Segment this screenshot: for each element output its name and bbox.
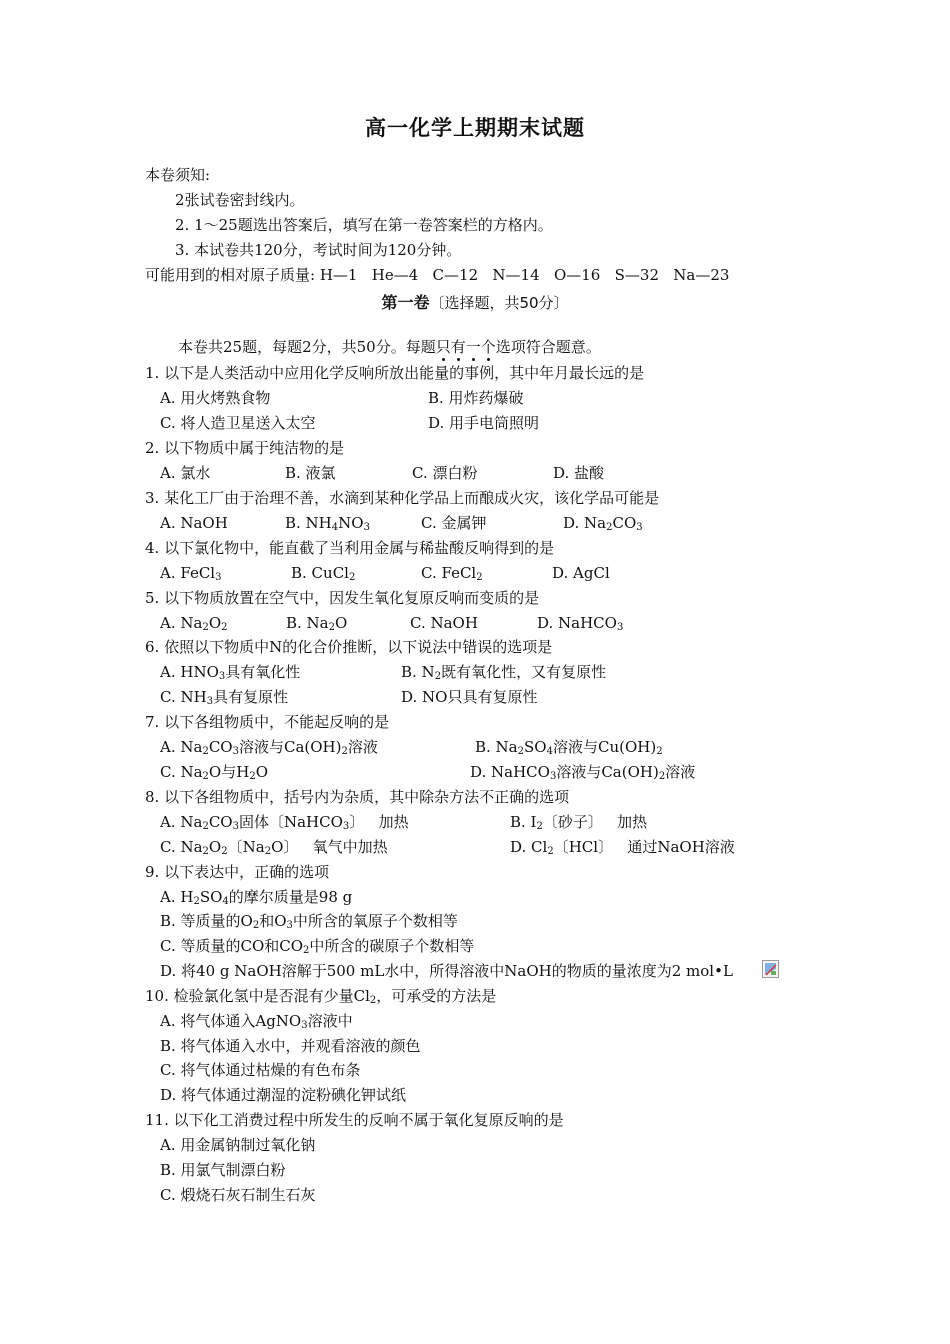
notice-item: 2张试卷密封线内。 bbox=[175, 191, 305, 209]
option: C. $Na_2O_2$〔$Na_2O$〕 氧气中加热 bbox=[160, 838, 388, 857]
option: D. 将40 g NaOH溶解于500 mL水中，所得溶液中NaOH的物质的量浓度为2 mol•L bbox=[160, 962, 733, 980]
option: C. 等质量的CO和$CO_2$中所含的碳原子个数相等 bbox=[160, 937, 475, 956]
option: B. 用氯气制漂白粉 bbox=[160, 1161, 286, 1179]
option: B. 用炸药爆破 bbox=[428, 389, 524, 407]
option: B. $Na_2SO_4$溶液与$Cu(OH)_2$ bbox=[475, 738, 663, 757]
option: D. 用手电筒照明 bbox=[428, 414, 540, 432]
section-title: 第一卷 bbox=[381, 293, 430, 312]
option: B. $NH_4NO_3$ bbox=[285, 514, 370, 533]
instruction-text: 本卷共25题，每题2分，共50分。每题 bbox=[178, 338, 436, 356]
option: D. AgCl bbox=[552, 564, 610, 582]
question-stem: 1. 以下是人类活动中应用化学反响所放出能量的事例，其中年月最长远的是 bbox=[145, 364, 645, 382]
question-stem: 3. 某化工厂由于治理不善，水滴到某种化学品上而酿成火灾，该化学品可能是 bbox=[145, 489, 660, 507]
section-instruction bbox=[178, 337, 601, 357]
option: D. 将气体通过潮湿的淀粉碘化钾试纸 bbox=[160, 1086, 407, 1104]
notice-item: 3. 本试卷共120分，考试时间为120分钟。 bbox=[175, 241, 462, 259]
option: C. $Na_2O$与$H_2O$ bbox=[160, 763, 268, 782]
option: A. 将气体通入AgNO$_3$溶液中 bbox=[160, 1012, 353, 1031]
option: A. FeCl$_3$ bbox=[160, 564, 222, 583]
option: A. 用火烤熟食物 bbox=[160, 389, 271, 407]
option: C. FeCl$_2$ bbox=[421, 564, 483, 583]
option: C. 将气体通过枯燥的有色布条 bbox=[160, 1061, 361, 1079]
option: C. 煅烧石灰石制生石灰 bbox=[160, 1186, 316, 1204]
notice-item: 2. 1～25题选出答案后，填写在第一卷答案栏的方格内。 bbox=[175, 216, 553, 234]
question-stem: 10. 检验氯化氢中是否混有少量$Cl_2$，可承受的方法是 bbox=[145, 987, 497, 1006]
question-stem: 8. 以下各组物质中，括号内为杂质，其中除杂方法不正确的选项 bbox=[145, 788, 570, 806]
emph-char: 有 bbox=[451, 338, 466, 356]
question-stem: 5. 以下物质放置在空气中，因发生氧化复原反响而变质的是 bbox=[145, 589, 540, 607]
emph-char: 个 bbox=[481, 338, 496, 356]
broken-image-icon bbox=[762, 960, 779, 978]
option: A. 氯水 bbox=[160, 464, 211, 482]
option: D. 盐酸 bbox=[553, 464, 605, 482]
option: A. $Na_2CO_3$固体〔NaHCO$_3$〕 加热 bbox=[160, 813, 409, 832]
option: C. $NH_3$具有复原性 bbox=[160, 688, 289, 707]
option: C. NaOH bbox=[410, 614, 478, 632]
option: B. 将气体通入水中，并观看溶液的颜色 bbox=[160, 1037, 421, 1055]
option: A. NaOH bbox=[160, 514, 228, 532]
option: D. NO只具有复原性 bbox=[401, 688, 538, 706]
question-stem: 11. 以下化工消费过程中所发生的反响不属于氧化复原反响的是 bbox=[145, 1111, 564, 1129]
instruction-text: 选项符合题意。 bbox=[495, 338, 601, 356]
option: B. CuCl$_2$ bbox=[291, 564, 356, 583]
option: A. 用金属钠制过氧化钠 bbox=[160, 1136, 316, 1154]
option: C. 将人造卫星送入太空 bbox=[160, 414, 316, 432]
option: A. $HNO_3$具有氧化性 bbox=[160, 663, 301, 682]
option: A. $Na_2CO_3$溶液与$Ca(OH)_2$溶液 bbox=[160, 738, 378, 757]
option: B. $Na_2O$ bbox=[286, 614, 348, 633]
option: B. $N_2$既有氧化性，又有复原性 bbox=[401, 663, 607, 682]
question-stem: 7. 以下各组物质中，不能起反响的是 bbox=[145, 713, 390, 731]
question-stem: 2. 以下物质中属于纯洁物的是 bbox=[145, 439, 345, 457]
option: B. $I_2$〔砂子〕 加热 bbox=[510, 813, 648, 832]
section-heading bbox=[0, 290, 950, 313]
emph-char: 一 bbox=[466, 338, 481, 356]
option: B. 等质量的$O_2$和$O_3$中所含的氧原子个数相等 bbox=[160, 912, 458, 931]
option: D. $Cl_2$〔HCl〕 通过NaOH溶液 bbox=[510, 838, 735, 857]
atomic-masses: 可能用到的相对原子质量: H—1 He—4 C—12 N—14 O—16 S—32 Na—23 bbox=[145, 266, 730, 284]
question-stem: 9. 以下表达中，正确的选项 bbox=[145, 863, 330, 881]
section-subtitle: 〔选择题，共50分〕 bbox=[429, 294, 569, 312]
option: A. $Na_2O_2$ bbox=[160, 614, 228, 633]
option: A. $H_2SO_4$的摩尔质量是98 g bbox=[160, 888, 353, 907]
question-stem: 4. 以下氯化物中，能直截了当利用金属与稀盐酸反响得到的是 bbox=[145, 539, 555, 557]
option: C. 漂白粉 bbox=[412, 464, 478, 482]
option: C. 金属钾 bbox=[421, 514, 487, 532]
page-title: 高一化学上期期末试题 bbox=[365, 116, 585, 140]
question-stem: 6. 依照以下物质中N的化合价推断，以下说法中错误的选项是 bbox=[145, 638, 553, 656]
option: D. $Na_2CO_3$ bbox=[563, 514, 643, 533]
notice-label: 本卷须知: bbox=[145, 166, 211, 184]
option: D. NaHCO$_3$溶液与$Ca(OH)_2$溶液 bbox=[470, 763, 696, 782]
option: D. NaHCO$_3$ bbox=[537, 614, 624, 633]
emph-char: 只 bbox=[436, 338, 451, 356]
option: B. 液氯 bbox=[285, 464, 336, 482]
